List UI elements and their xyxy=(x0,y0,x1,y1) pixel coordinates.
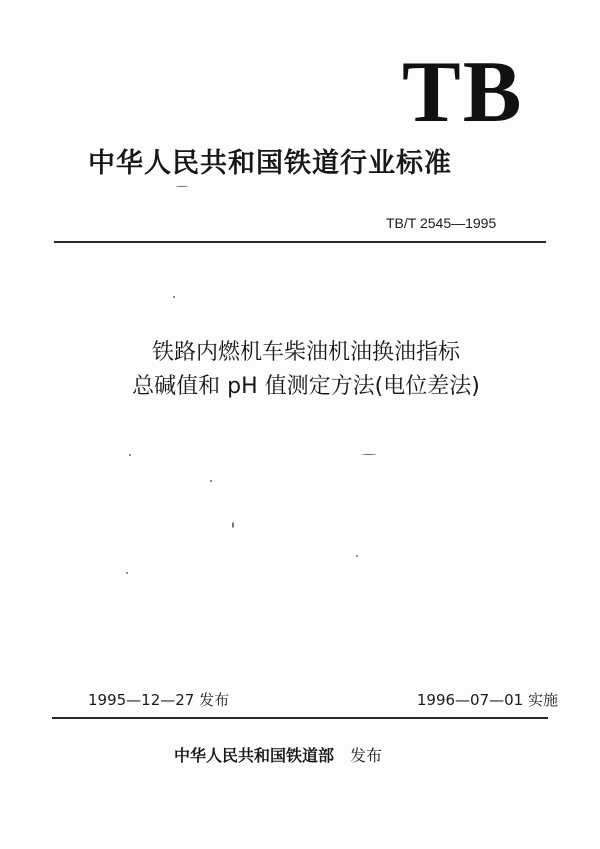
top-divider xyxy=(54,241,546,243)
org-title: 中华人民共和国铁道行业标准 xyxy=(88,148,452,179)
scan-speck xyxy=(356,555,358,557)
publisher-action: 发布 xyxy=(350,746,383,765)
scan-speck xyxy=(362,454,376,455)
scan-speck xyxy=(126,572,128,574)
standard-number: TB/T 2545—1995 xyxy=(386,215,497,231)
document-title-line-2: 总碱值和 pH 值测定方法(电位差法) xyxy=(132,374,480,399)
scan-speck xyxy=(129,454,131,456)
scan-speck xyxy=(176,186,188,187)
document-title xyxy=(86,336,526,404)
scan-speck xyxy=(173,296,175,298)
tb-logo: TB xyxy=(402,44,524,141)
effective-date: 1996—07—01 实施 xyxy=(416,691,558,709)
scan-speck xyxy=(232,522,234,528)
publisher-name: 中华人民共和国铁道部 xyxy=(174,746,335,765)
bottom-divider xyxy=(52,717,548,719)
issue-date: 1995—12—27 发布 xyxy=(88,691,230,709)
document-title-line-1: 铁路内燃机车柴油机油换油指标 xyxy=(151,340,460,365)
publisher-line xyxy=(174,743,434,769)
scan-speck xyxy=(210,480,212,482)
